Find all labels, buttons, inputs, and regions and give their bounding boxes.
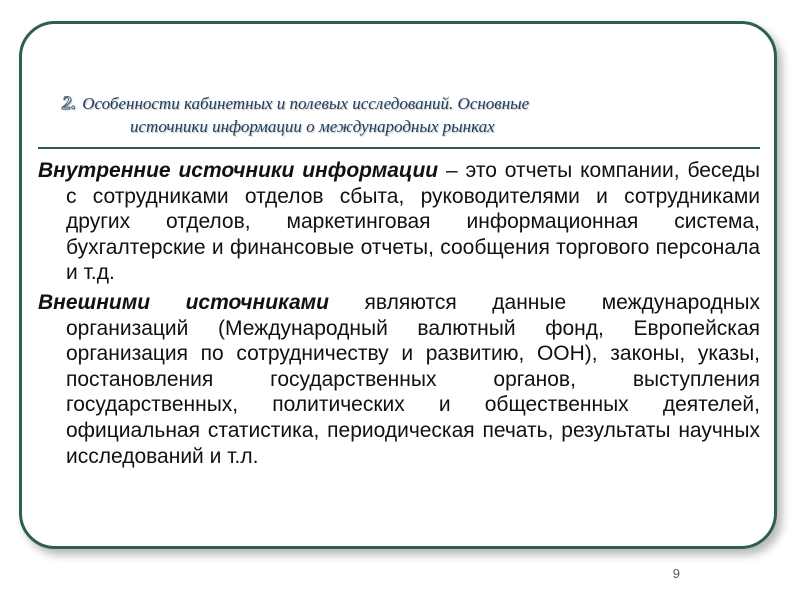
page-number: 9 (672, 566, 680, 581)
title-divider (38, 147, 760, 149)
term-internal-sources: Внутренние источники информации (38, 159, 439, 182)
paragraph-external-sources (38, 290, 760, 469)
title-number: 2. (62, 93, 77, 114)
paragraph-text: являются данные международных организаций (Международный валютный фонд, Европейская организация по сотрудничеству и развитию, ООН), законы, указы, постановления государственных органов, выступления государственных, политических и общественных деятелей, официальная статистика, периодическая печать, результаты научных исследований и т.л. (66, 290, 761, 468)
slide-title (62, 92, 752, 138)
term-external-sources: Внешними источниками (38, 290, 329, 314)
slide-body (38, 158, 760, 473)
paragraph-text: – это отчеты компании, беседы с сотрудниками отделов сбыта, руководителями и сотрудниками других отделов, маркетинговая информационная система, бухгалтерские и финансовые отчеты, сообщения торгового персонала и т.д. (66, 159, 760, 285)
title-line-1: Особенности кабинетных и полевых исследований. Основные (82, 94, 530, 113)
title-line-2: источники информации о международных рынках (130, 117, 495, 136)
paragraph-internal-sources (38, 158, 760, 286)
